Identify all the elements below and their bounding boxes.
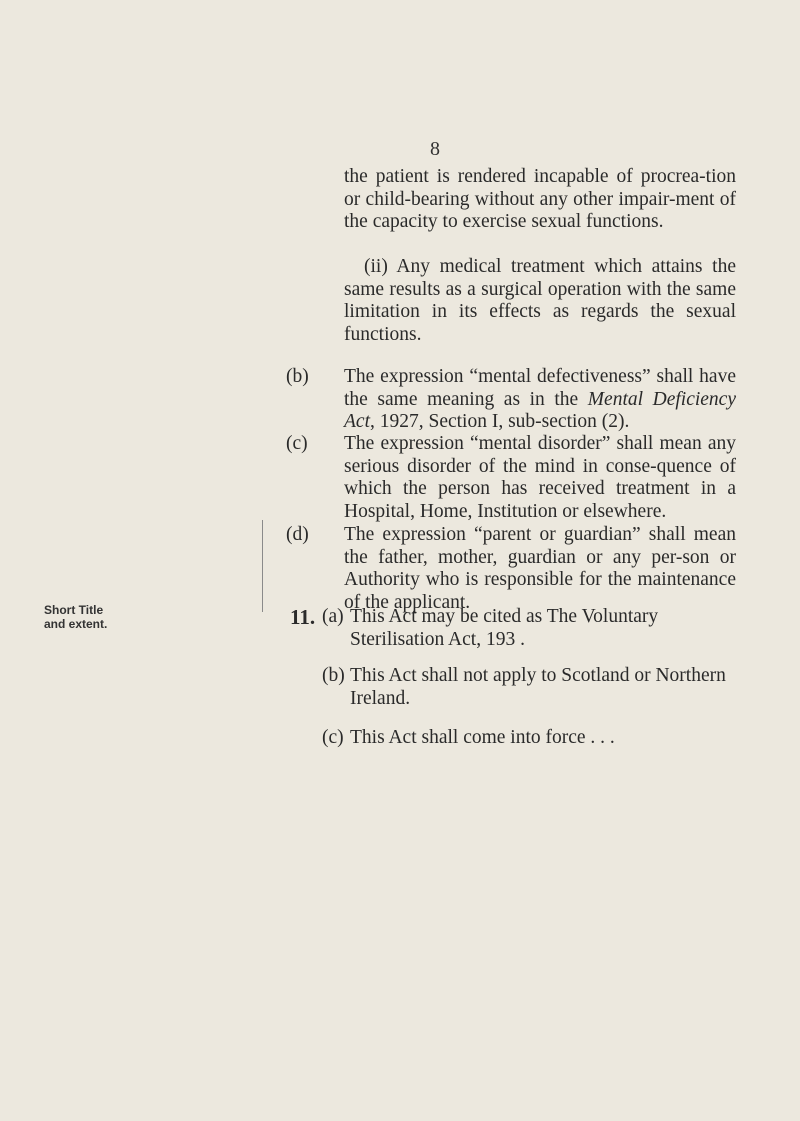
section-11-item-c-text: This Act shall come into force . . . [350, 727, 615, 748]
section-11-item-a [322, 606, 736, 651]
section-11-item-b-label: (b) [322, 665, 345, 686]
clause-b-text-post: , 1927, Section I, sub-section (2). [369, 411, 630, 432]
clause-c-label: (c) [286, 433, 308, 454]
section-11-item-c-label: (c) [322, 727, 344, 748]
section-11-item-c [322, 727, 736, 750]
section-11-item-a-label: (a) [322, 606, 344, 627]
paragraph-continuation: the patient is rendered incapable of procrea-tion or child-bearing without any other impair-ment of the capacity to exercise sexual functions. [344, 166, 736, 232]
side-note-line-2: and extent. [44, 617, 108, 631]
section-11-number: 11. [290, 605, 316, 629]
clause-d-label: (d) [286, 524, 309, 545]
side-note-short-title [44, 603, 107, 631]
clause-b-label: (b) [286, 366, 309, 387]
section-11-item-b-text: This Act shall not apply to Scotland or Northern Ireland. [350, 665, 726, 709]
clause-b-text-pre: The expression “mental defectiveness” shall have the same meaning as in the [344, 366, 736, 410]
page-number: 8 [430, 138, 440, 160]
clause-b-text-italic: Mental Deficiency Act [344, 388, 736, 432]
clause-c-text: The expression “mental disorder” shall mean any serious disorder of the mind in conse-quence of which the person has received treatment in a Hospital, Home, Institution or elsewhere. [344, 433, 736, 522]
paragraph-medical-treatment-text: (ii) Any medical treatment which attains the same results as a surgical operation with the same limitation in its effects as regards the sexual functions. [344, 256, 736, 345]
clause-b-text [344, 366, 736, 434]
clause-d-text: The expression “parent or guardian” shall mean the father, mother, guardian or any per-son or Authority who is responsible for the maintenance of the applicant. [344, 524, 736, 613]
margin-rule [262, 520, 263, 612]
paragraph-medical-treatment [344, 256, 736, 346]
side-note-line-1: Short Title [44, 603, 104, 617]
section-11-item-a-text: This Act may be cited as The Voluntary Sterilisation Act, 193 . [350, 606, 659, 650]
section-11-item-b [322, 665, 736, 710]
